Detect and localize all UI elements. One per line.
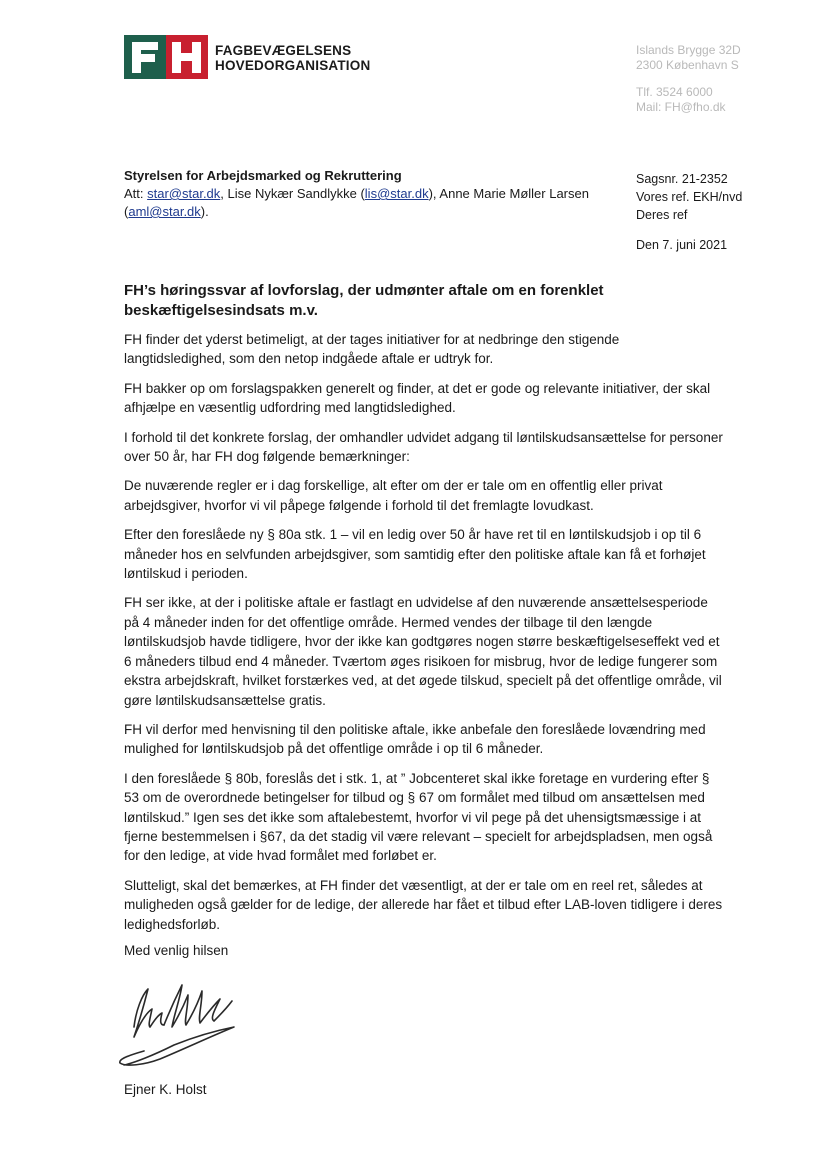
body-paragraph: FH ser ikke, at der i politiske aftale er fastlagt en udvidelse af den nuværende ansættelsesperiode på 4 måneder inden for det offentlige område. Hermed vendes der tilbage til den længde løntilskudsjob havde tidligere, hvor der ikke kan godtgøres nogen større beskæftigelseseffekt ved et 6 måneders tilbud end 4 måneder. Tværtom øges risikoen for misbrug, hvor de ledige fungerer som ekstra arbejdskraft, hvilket forstærkes ved, at det øgede tilskud, specielt på det offentlige område, vil gøre løntilskudsansættelse gratis. <box>124 595 722 708</box>
body-paragraph: I den foreslåede § 80b, foreslås det i stk. 1, at ” Jobcenteret skal ikke foretage en vurdering efter § 53 om de overordnede betingelser for tilbud og § 67 om formålet med tilbud om ansættelsen med løntilskud.” Igen ses det ikke som aftalebestemt, hvorfor vi vil pege på det uhensigtsmæssige i at fjerne bestemmelsen i §67, da det stadig vil være relevant – specielt for arbejdspladsen, men også for den ledige, at vide hvad formålet med forløbet er. <box>124 770 713 864</box>
email-link-aml[interactable]: aml@star.dk <box>128 204 201 219</box>
recipient-att-line-2 <box>124 203 624 221</box>
your-reference: Deres ref <box>636 208 688 222</box>
address-line-2: 2300 København S <box>636 58 739 72</box>
case-meta <box>636 170 742 254</box>
fh-logo <box>124 35 374 81</box>
email-link-star[interactable]: star@star.dk <box>147 186 221 201</box>
handwritten-signature-icon <box>64 965 254 1075</box>
logo-wordmark <box>215 43 370 73</box>
body-paragraph: De nuværende regler er i dag forskellige, alt efter om der er tale om en offentlig eller privat arbejdsgiver, hvorfor vi vil påpege følgende i forhold til det fremlagte lovudkast. <box>124 478 663 513</box>
body-paragraph: Slutteligt, skal det bemærkes, at FH finder det væsentligt, at der er tale om en reel ret, således at muligheden også gælder for de ledige, der allerede har fået et tilbud efter LAB-loven tidligere i deres ledighedsforløb. <box>124 877 723 932</box>
letter-heading: FH’s høringssvar af lovforslag, der udmønter aftale om en forenklet beskæftigelsesindsats m.v. <box>124 282 604 319</box>
logo-line-2: HOVEDORGANISATION <box>215 58 371 73</box>
mail-line: Mail: FH@fho.dk <box>636 100 726 114</box>
letter-body <box>124 330 724 944</box>
letter-date: Den 7. juni 2021 <box>636 238 728 252</box>
att-middle-2: ), Anne Marie Møller Larsen <box>428 186 589 201</box>
recipient-att-line <box>124 185 624 203</box>
phone-line: Tlf. 3524 6000 <box>636 85 713 99</box>
att-prefix: Att: <box>124 186 148 201</box>
att-close: ). <box>200 204 209 219</box>
body-paragraph: I forhold til det konkrete forslag, der omhandler udvidet adgang til løntilskudsansættelse for personer over 50 år, har FH dog følgende bemærkninger: <box>124 429 723 465</box>
logo-line-1: FAGBEVÆGELSENS <box>215 43 352 58</box>
contact-block <box>636 43 741 115</box>
body-paragraph: Efter den foreslåede ny § 80a stk. 1 – vil en ledig over 50 år have ret til en løntilskudsjob i op til 6 måneder hos en selvfunden arbejdsgiver, som samtidig efter den politiske aftale kan få et forhøjet løntilskud i perioden. <box>124 527 706 582</box>
address-line-1: Islands Brygge 32D <box>636 43 741 57</box>
body-paragraph: FH vil derfor med henvisning til den politiske aftale, ikke anbefale den foreslåede lovændring med mulighed for løntilskudsjob på det offentlige område i op til 6 måneder. <box>124 721 706 757</box>
att-middle-1: , Lise Nykær Sandlykke ( <box>220 186 365 201</box>
open-paren: ( <box>124 204 129 219</box>
body-paragraph: FH finder det yderst betimeligt, at der tages initiativer for at nedbringe den stigende langtidsledighed, som den netop indgåede aftale er udtryk for. <box>124 332 620 367</box>
email-link-lis[interactable]: lis@star.dk <box>364 186 429 201</box>
body-paragraph: FH bakker op om forslagspakken generelt og finder, at det er gode og relevante initiativer, der skal afhjælpe en væsentlig udfordring med langtidsledighed. <box>124 380 711 416</box>
fh-logo-mark <box>124 35 208 79</box>
case-number: Sagsnr. 21-2352 <box>636 172 728 186</box>
our-reference: Vores ref. EKH/nvd <box>636 190 743 204</box>
recipient-org: Styrelsen for Arbejdsmarked og Rekruttering <box>124 168 402 183</box>
signer-name: Ejner K. Holst <box>124 1082 207 1097</box>
recipient-block <box>124 167 624 221</box>
closing-salutation: Med venlig hilsen <box>124 943 229 958</box>
